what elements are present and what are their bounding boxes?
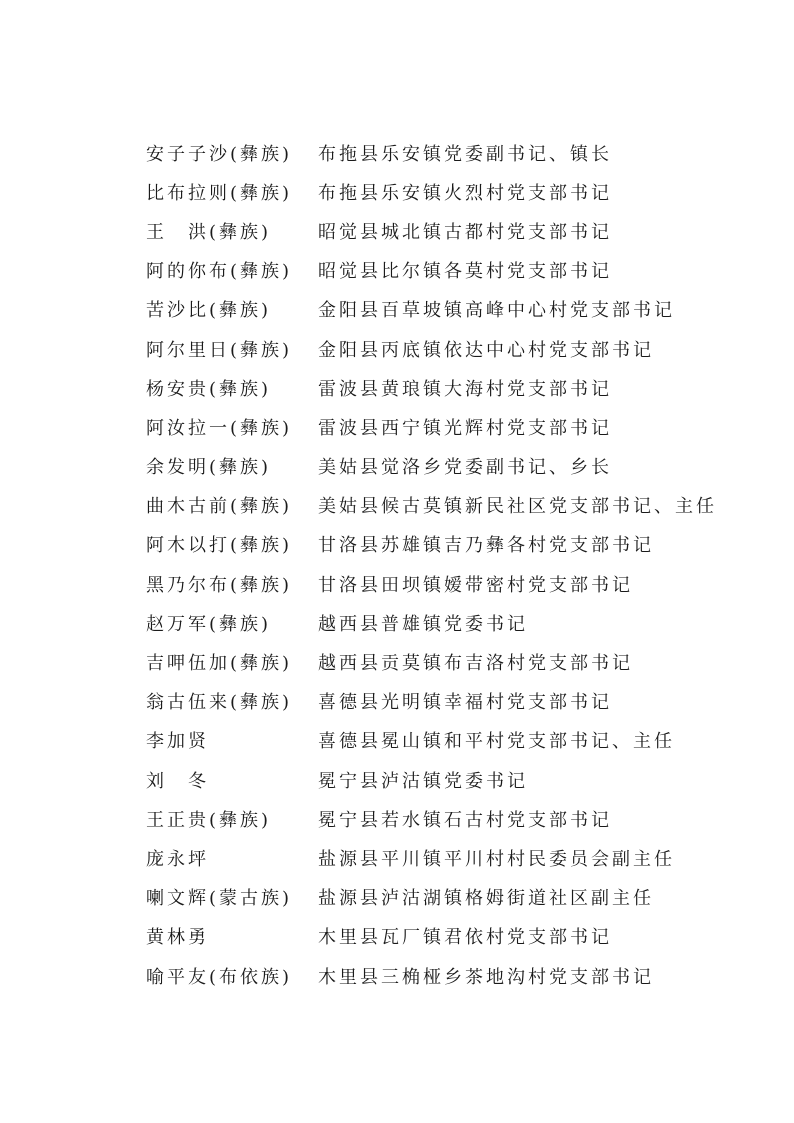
person-title: 甘洛县田坝镇嫒带密村党支部书记 [318,574,633,596]
list-item [146,564,706,603]
person-name: 黄林勇 [146,927,209,949]
list-item [146,407,706,446]
list-item [146,447,706,486]
list-item [146,642,706,681]
person-name: 阿尔里日(彝族) [146,339,293,361]
person-name: 王 洪(彝族) [146,221,272,243]
list-item [146,329,706,368]
person-name: 翁古伍来(彝族) [146,692,293,714]
person-title: 木里县三桷桠乡茶地沟村党支部书记 [318,966,654,988]
list-item [146,486,717,525]
list-item [146,172,706,211]
list-item [146,525,706,564]
person-name: 庞永坪 [146,848,209,870]
person-title: 冕宁县若水镇石古村党支部书记 [318,809,612,831]
person-title: 金阳县丙底镇依达中心村党支部书记 [318,339,654,361]
list-item [146,799,706,838]
person-title: 冕宁县泸沽镇党委书记 [318,770,528,792]
person-title: 美姑县候古莫镇新民社区党支部书记、主任 [318,496,717,518]
person-title: 喜德县冕山镇和平村党支部书记、主任 [318,731,675,753]
person-name: 王正贵(彝族) [146,809,272,831]
person-name: 阿的你布(彝族) [146,261,293,283]
person-name: 李加贤 [146,731,209,753]
list-item [146,878,706,917]
person-name: 黑乃尔布(彝族) [146,574,293,596]
person-name: 赵万军(彝族) [146,613,272,635]
person-title: 昭觉县比尔镇各莫村党支部书记 [318,261,612,283]
person-name: 喻平友(布依族) [146,966,293,988]
list-item [146,251,706,290]
list-item [146,290,706,329]
list-item [146,603,706,642]
list-item [146,956,706,995]
list-item [146,211,706,250]
person-name: 阿木以打(彝族) [146,535,293,557]
list-item [146,682,706,721]
person-title: 木里县瓦厂镇君依村党支部书记 [318,927,612,949]
list-item [146,368,706,407]
list-item [146,917,706,956]
person-name: 苦沙比(彝族) [146,300,272,322]
list-item [146,133,706,172]
person-name: 曲木古前(彝族) [146,496,293,518]
person-title: 美姑县觉洛乡党委副书记、乡长 [318,457,612,479]
person-title: 甘洛县苏雄镇吉乃彝各村党支部书记 [318,535,654,557]
person-name: 比布拉则(彝族) [146,182,293,204]
person-name: 杨安贵(彝族) [146,378,272,400]
name-list [146,133,717,995]
person-title: 布拖县乐安镇党委副书记、镇长 [318,143,612,165]
person-title: 布拖县乐安镇火烈村党支部书记 [318,182,612,204]
person-title: 雷波县黄琅镇大海村党支部书记 [318,378,612,400]
person-name: 喇文辉(蒙古族) [146,888,293,910]
person-name: 吉呷伍加(彝族) [146,653,293,675]
person-title: 喜德县光明镇幸福村党支部书记 [318,692,612,714]
person-title: 越西县贡莫镇布吉洛村党支部书记 [318,653,633,675]
person-title: 越西县普雄镇党委书记 [318,613,528,635]
person-title: 盐源县泸沽湖镇格姆街道社区副主任 [318,888,654,910]
list-item [146,721,706,760]
list-item [146,760,706,799]
person-name: 余发明(彝族) [146,457,272,479]
person-name: 阿汝拉一(彝族) [146,417,293,439]
person-title: 金阳县百草坡镇高峰中心村党支部书记 [318,300,675,322]
person-title: 雷波县西宁镇光辉村党支部书记 [318,417,612,439]
person-title: 昭觉县城北镇古都村党支部书记 [318,221,612,243]
person-name: 刘 冬 [146,770,209,792]
list-item [146,838,706,877]
person-title: 盐源县平川镇平川村村民委员会副主任 [318,848,675,870]
person-name: 安子子沙(彝族) [146,143,293,165]
